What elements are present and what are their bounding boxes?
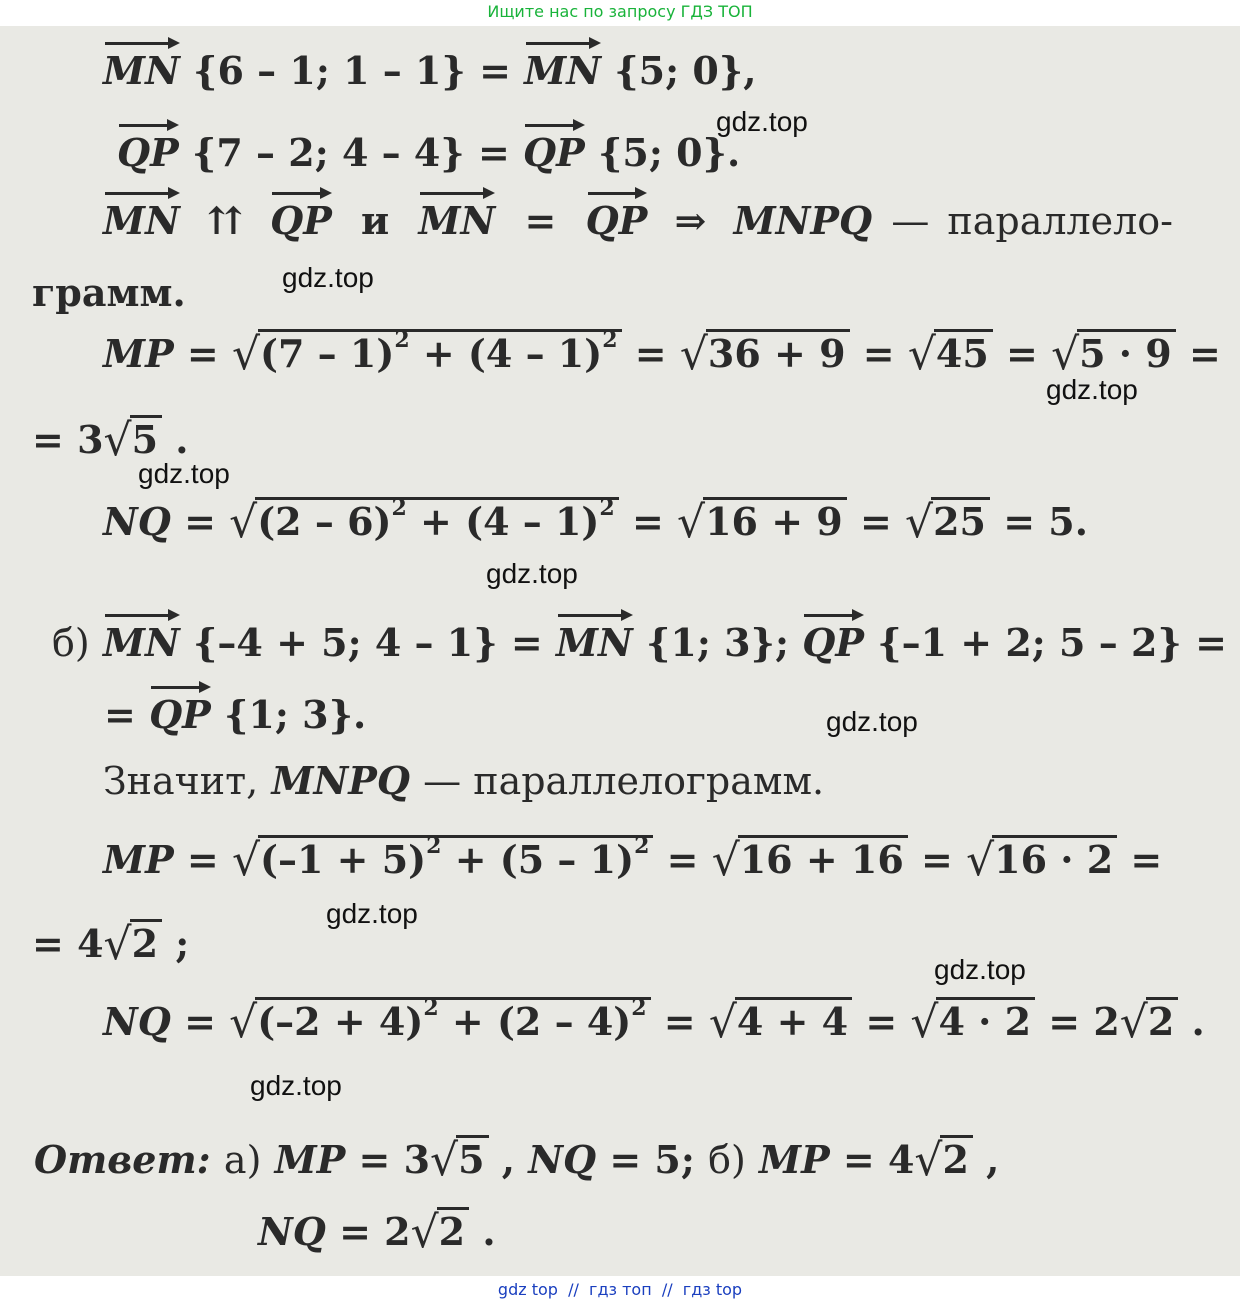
sqrt-expr [966, 834, 1117, 885]
radicand: 2 [1146, 997, 1178, 1042]
mp-label: MP [274, 1137, 346, 1182]
bottom-banner[interactable] [0, 1276, 1240, 1304]
sqrt-expr [712, 834, 908, 885]
radicand: 4 · 2 [936, 997, 1035, 1042]
term: + (4 – 1) [420, 499, 600, 544]
quadrilateral-name: MNPQ [733, 198, 873, 243]
sqrt-expr [232, 834, 653, 885]
coords-result: {5; 0}, [614, 48, 757, 93]
term: (–1 + 5) [260, 837, 427, 882]
watermark-text: gdz.top [282, 262, 374, 293]
vector-mn: MN [103, 612, 180, 668]
watermark-text: gdz.top [716, 106, 808, 137]
exponent: 2 [426, 833, 442, 860]
watermark-text: gdz.top [326, 898, 418, 929]
text: — параллелограмм. [423, 759, 825, 803]
vector-qp: QP [149, 684, 211, 740]
radical-icon: √ [905, 497, 934, 548]
radicand: 16 + 16 [738, 835, 908, 880]
radical-icon: √ [430, 1135, 459, 1186]
textbook-page [0, 26, 1240, 1276]
exponent: 2 [634, 833, 650, 860]
period: . [175, 417, 189, 462]
line-nq-b [103, 996, 1205, 1047]
top-banner[interactable] [0, 0, 1240, 26]
radical-icon: √ [231, 329, 260, 380]
sqrt-expr [680, 328, 850, 379]
watermark-text: gdz.top [250, 1070, 342, 1101]
mp-label: MP [759, 1137, 830, 1182]
line-qp-b [104, 684, 366, 740]
radicand: 45 [934, 329, 993, 374]
coefficient: = 2 [339, 1209, 411, 1254]
sqrt-expr [914, 1134, 973, 1185]
line-conclusion [103, 756, 824, 806]
mp-label: MP = [103, 331, 219, 376]
equals: = [859, 499, 892, 544]
semicolon: ; [175, 921, 190, 966]
conjunction: и [361, 198, 390, 243]
nq-label: NQ [258, 1209, 326, 1254]
period: . [1191, 999, 1205, 1044]
mp-label: MP = [103, 837, 219, 882]
coords-result: {5; 0}. [597, 130, 741, 175]
watermark-text: gdz.top [934, 954, 1026, 985]
exponent: 2 [599, 495, 615, 522]
sqrt-expr [430, 1134, 489, 1185]
line-parallel-a [103, 190, 1173, 246]
vector-qp: QP [117, 122, 179, 178]
equals: = [104, 692, 136, 737]
line-tail: — параллело- [891, 199, 1173, 243]
equals: = [631, 499, 664, 544]
radical-icon: √ [1051, 329, 1080, 380]
exponent: 2 [631, 995, 647, 1022]
sqrt-expr [411, 1206, 470, 1257]
radicand: 2 [940, 1135, 972, 1180]
radicand: 5 [456, 1135, 488, 1180]
line-nq-a [103, 496, 1088, 547]
equals: = [921, 837, 953, 882]
radical-icon: √ [966, 835, 995, 886]
radical-icon: √ [229, 497, 258, 548]
radical-icon: √ [229, 997, 258, 1048]
radical-icon: √ [914, 1135, 943, 1186]
comma: , [501, 1137, 515, 1182]
radical-icon: √ [1119, 997, 1148, 1048]
term: (2 – 6) [257, 499, 392, 544]
part-label: б) [52, 621, 90, 665]
exponent: 2 [391, 495, 407, 522]
vector-qp: QP [802, 612, 864, 668]
comma: , [986, 1137, 1000, 1182]
nq-label: NQ = [103, 999, 216, 1044]
equals: = [666, 837, 699, 882]
coefficient: = 3 [358, 1137, 431, 1182]
text: грамм. [32, 270, 186, 315]
radical-icon: √ [711, 835, 740, 886]
term: + (5 – 1) [454, 837, 635, 882]
term: + (4 – 1) [422, 331, 603, 376]
radicand: 4 + 4 [735, 997, 852, 1042]
answer-line-2 [258, 1206, 496, 1257]
sqrt-expr [1120, 996, 1179, 1047]
line-4root2 [32, 918, 189, 969]
watermark-text: gdz.top [486, 558, 578, 589]
vector-qp: QP [270, 190, 332, 246]
coords: {–1 + 2; 5 – 2} = [877, 620, 1227, 665]
radicand: 2 [130, 919, 162, 964]
vector-mn: MN [524, 40, 601, 96]
sqrt-expr [229, 996, 650, 1047]
part-label: б) [708, 1138, 746, 1182]
equals: = [524, 198, 557, 243]
sqrt-expr [709, 996, 852, 1047]
sqrt-expr [908, 328, 993, 379]
term: (–2 + 4) [257, 999, 424, 1044]
radicand: 5 · 9 [1077, 329, 1176, 374]
line-mn-a [103, 40, 756, 96]
text: Значит, [103, 759, 259, 803]
coefficient: = 4 [32, 921, 104, 966]
equals: = [1188, 331, 1221, 376]
part-label: а) [223, 1138, 262, 1182]
sqrt-expr [229, 496, 619, 547]
implies-symbol: ⇒ [674, 198, 707, 243]
bottom-banner-text[interactable]: gdz top // гдз топ // гдз top [497, 1280, 743, 1299]
vector-qp: QP [523, 122, 585, 178]
radicand: 2 [437, 1207, 469, 1252]
sqrt-expr [232, 328, 622, 379]
answer-line-1 [34, 1134, 999, 1185]
nq-label: NQ = [103, 499, 216, 544]
radical-icon: √ [677, 497, 706, 548]
vector-mn: MN [556, 612, 633, 668]
vector-mn: MN [103, 40, 180, 96]
radical-icon: √ [708, 997, 737, 1048]
radical-icon: √ [910, 997, 939, 1048]
sqrt-expr [104, 918, 163, 969]
coords-result: {1; 3}; [645, 620, 790, 665]
coefficient: = 4 [842, 1137, 915, 1182]
equals: = [1130, 837, 1163, 882]
coords: {–4 + 5; 4 – 1} = [192, 620, 543, 665]
term: + (2 – 4) [451, 999, 632, 1044]
answer-label: Ответ: [34, 1137, 211, 1182]
sqrt-expr [905, 496, 990, 547]
sqrt-expr [910, 996, 1035, 1047]
result: = 5. [1003, 499, 1088, 544]
line-qp-a [117, 122, 740, 178]
watermark-text: gdz.top [1046, 374, 1138, 405]
watermark-text: gdz.top [138, 458, 230, 489]
top-banner-text[interactable]: Ищите нас по запросу ГДЗ ТОП [487, 2, 753, 21]
equals: = [862, 331, 895, 376]
result: = 2 [1048, 999, 1120, 1044]
radical-icon: √ [231, 835, 260, 886]
line-mp-b [103, 834, 1162, 885]
quadrilateral-name: MNPQ [271, 758, 410, 803]
coefficient: = 3 [32, 417, 104, 462]
sqrt-expr [677, 496, 847, 547]
watermark-text: gdz.top [826, 706, 918, 737]
vector-mn: MN [103, 190, 180, 246]
line-gramm [32, 268, 186, 318]
codirectional-symbol: ⇈ [209, 198, 241, 243]
period: . [482, 1209, 496, 1254]
sqrt-expr [1051, 328, 1176, 379]
radicand: 16 · 2 [992, 835, 1117, 880]
term: (7 – 1) [260, 331, 395, 376]
result: = 5; [609, 1137, 695, 1182]
exponent: 2 [394, 327, 410, 354]
line-mp-a [103, 328, 1221, 379]
radical-icon: √ [103, 919, 132, 970]
radicand: 36 + 9 [706, 329, 850, 374]
coords: {6 – 1; 1 – 1} = [193, 48, 511, 93]
radical-icon: √ [103, 415, 132, 466]
radicand: 25 [931, 497, 990, 542]
radicand: 5 [130, 415, 162, 460]
radical-icon: √ [410, 1207, 439, 1258]
vector-mn: MN [418, 190, 495, 246]
equals: = [663, 999, 696, 1044]
exponent: 2 [423, 995, 439, 1022]
radicand: 16 + 9 [703, 497, 847, 542]
radical-icon: √ [907, 329, 936, 380]
equals: = [634, 331, 667, 376]
radical-icon: √ [679, 329, 708, 380]
line-mn-b [52, 612, 1227, 668]
equals: = [1006, 331, 1038, 376]
vector-qp: QP [586, 190, 648, 246]
nq-label: NQ [528, 1137, 597, 1182]
coords: {7 – 2; 4 – 4} = [191, 130, 510, 175]
exponent: 2 [602, 327, 618, 354]
coords-result: {1; 3}. [224, 692, 367, 737]
equals: = [865, 999, 898, 1044]
